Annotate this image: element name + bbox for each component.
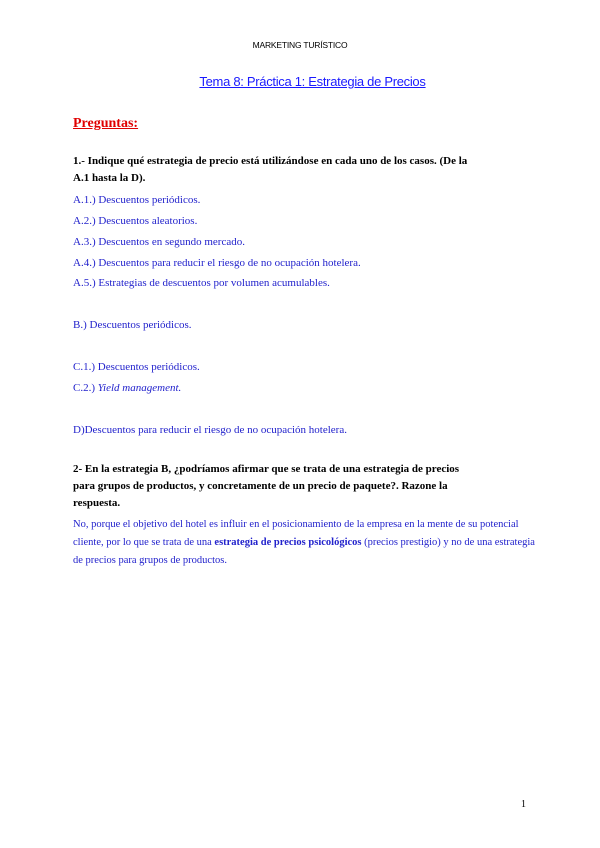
answer-a1: A.1.) Descuentos periódicos.	[73, 194, 201, 206]
answer-a5: A.5.) Estrategias de descuentos por volumen acumulables.	[73, 277, 330, 289]
question-1-line-1: 1.- Indique qué estrategia de precio está utilizándose en cada uno de los casos. (De la	[73, 155, 468, 167]
answer-2-text-start: No, porque el objetivo del hotel es influir en el posicionamiento de la empresa en la mente de su potencial cliente, por lo que se trata de una	[73, 519, 519, 548]
question-2	[73, 461, 459, 512]
answer-a2: A.2.) Descuentos aleatorios.	[73, 215, 198, 227]
answer-2-paragraph	[73, 516, 543, 570]
question-1	[73, 153, 467, 187]
question-1-line-2: A.1 hasta la D).	[73, 172, 146, 184]
section-heading: Preguntas:	[73, 116, 139, 131]
answer-a3: A.3.) Descuentos en segundo mercado.	[73, 236, 245, 248]
document-header: MARKETING TURÍSTICO	[252, 40, 348, 50]
question-2-line-3: respuesta.	[73, 497, 121, 509]
answer-c2-prefix: C.2.)	[73, 382, 98, 394]
page-number: 1	[521, 799, 526, 810]
answer-c2	[73, 382, 181, 394]
question-2-line-1: 2- En la estrategia B, ¿podríamos afirmar que se trata de una estrategia de precios	[73, 463, 460, 475]
answer-c1: C.1.) Descuentos periódicos.	[73, 361, 200, 373]
answer-2-text-end: (precios prestigio) y no de una estrategia de precios para grupos de productos.	[73, 537, 535, 566]
answer-b: B.) Descuentos periódicos.	[73, 319, 192, 331]
answer-2-bold-term: estrategia de precios psicológicos	[214, 537, 362, 548]
answer-d: D)Descuentos para reducir el riesgo de no ocupación hotelera.	[73, 424, 347, 436]
answer-c2-term: Yield management.	[97, 382, 182, 394]
answer-a4: A.4.) Descuentos para reducir el riesgo de no ocupación hotelera.	[73, 257, 361, 269]
page-title: Tema 8: Práctica 1: Estrategia de Precios	[199, 74, 426, 89]
question-2-line-2: para grupos de productos, y concretamente de un precio de paquete?. Razone la	[73, 480, 448, 492]
